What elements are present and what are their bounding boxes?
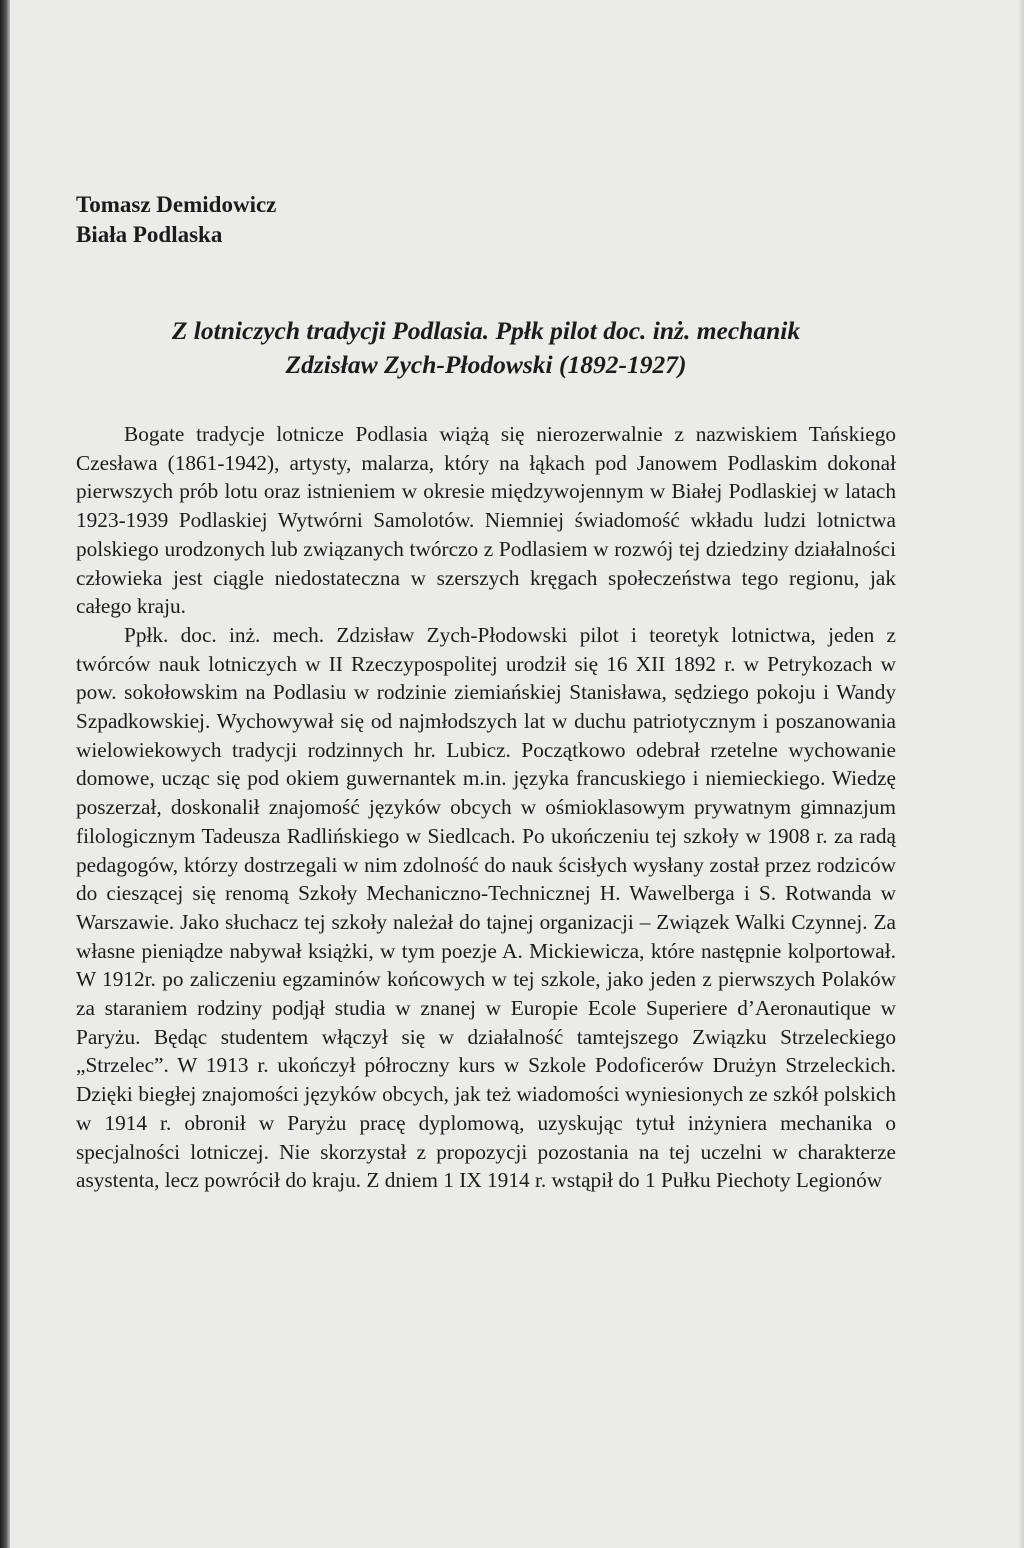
author-affiliation: Biała Podlaska [76, 222, 223, 247]
article-title [76, 314, 896, 382]
document-page [76, 190, 896, 1195]
article-title-line-1: Z lotniczych tradycji Podlasia. Ppłk pilot doc. inż. mechanik [171, 316, 801, 345]
page-edge [1018, 0, 1024, 1548]
book-spine-shadow [0, 0, 10, 1548]
article-title-line-2: Zdzisław Zych-Płodowski (1892-1927) [285, 350, 687, 379]
body-paragraph-1: Bogate tradycje lotnicze Podlasia wiążą się nierozerwalnie z nazwiskiem Tańskiego Czesława (1861-1942), artysty, malarza, który na łąkach pod Janowem Podlaskim dokonał pierwszych prób lotu oraz istnieniem w okresie międzywojennym w Białej Podlaskiej w latach 1923-1939 Podlaskiej Wytwórni Samolotów. Niemniej świadomość wkładu ludzi lotnictwa polskiego urodzonych lub związanych twórczo z Podlasiem w rozwój tej dziedziny działalności człowieka jest ciągle niedostateczna w szerszych kręgach społeczeństwa tego regionu, jak całego kraju. [76, 422, 896, 619]
author-name: Tomasz Demidowicz [76, 192, 277, 217]
body-paragraph-2: Ppłk. doc. inż. mech. Zdzisław Zych-Płodowski pilot i teoretyk lotnictwa, jeden z twórców nauk lotniczych w II Rzeczypospolitej urodził się 16 XII 1892 r. w Petrykozach w pow. sokołowskim na Podlasiu w rodzinie ziemiańskiej Stanisława, sędziego pokoju i Wandy Szpadkowskiej. Wychowywał się od najmłodszych lat w duchu patriotycznym i poszanowania wielowiekowych tradycji rodzinnych hr. Lubicz. Początkowo odebrał rzetelne wychowanie domowe, ucząc się pod okiem guwernantek m.in. języka francuskiego i niemieckiego. Wiedzę poszerzał, doskonalił znajomość języków obcych w ośmioklasowym prywatnym gimnazjum filologicznym Tadeusza Radlińskiego w Siedlcach. Po ukończeniu tej szkoły w 1908 r. za radą pedagogów, którzy dostrzegali w nim zdolność do nauk ścisłych wysłany został przez rodziców do cieszącej się renomą Szkoły Mechaniczno-Technicznej H. Wawelberga i S. Rotwanda w Warszawie. Jako słuchacz tej szkoły należał do tajnej organizacji – Związek Walki Czynnej. Za własne pieniądze nabywał książki, w tym poezje A. Mickiewicza, które następnie kolportował. W 1912r. po zaliczeniu egzaminów końcowych w tej szkole, jako jeden z pierwszych Polaków za staraniem rodziny podjął studia w znanej w Europie Ecole Superiere d’Aeronautique w Paryżu. Będąc studentem włączył się w działalność tamtejszego Związku Strzeleckiego „Strzelec”. W 1913 r. ukończył półroczny kurs w Szkole Podoficerów Drużyn Strzeleckich. Dzięki biegłej znajomości języków obcych, jak też wiadomości wyniesionych ze szkół polskich w 1914 r. obronił w Paryżu pracę dyplomową, uzyskując tytuł inżyniera mechanika o specjalności lotniczej. Nie skorzystał z propozycji pozostania na tej uczelni w charakterze asystenta, lecz powrócił do kraju. Z dniem 1 IX 1914 r. wstąpił do 1 Pułku Piechoty Legionów [76, 622, 896, 1193]
